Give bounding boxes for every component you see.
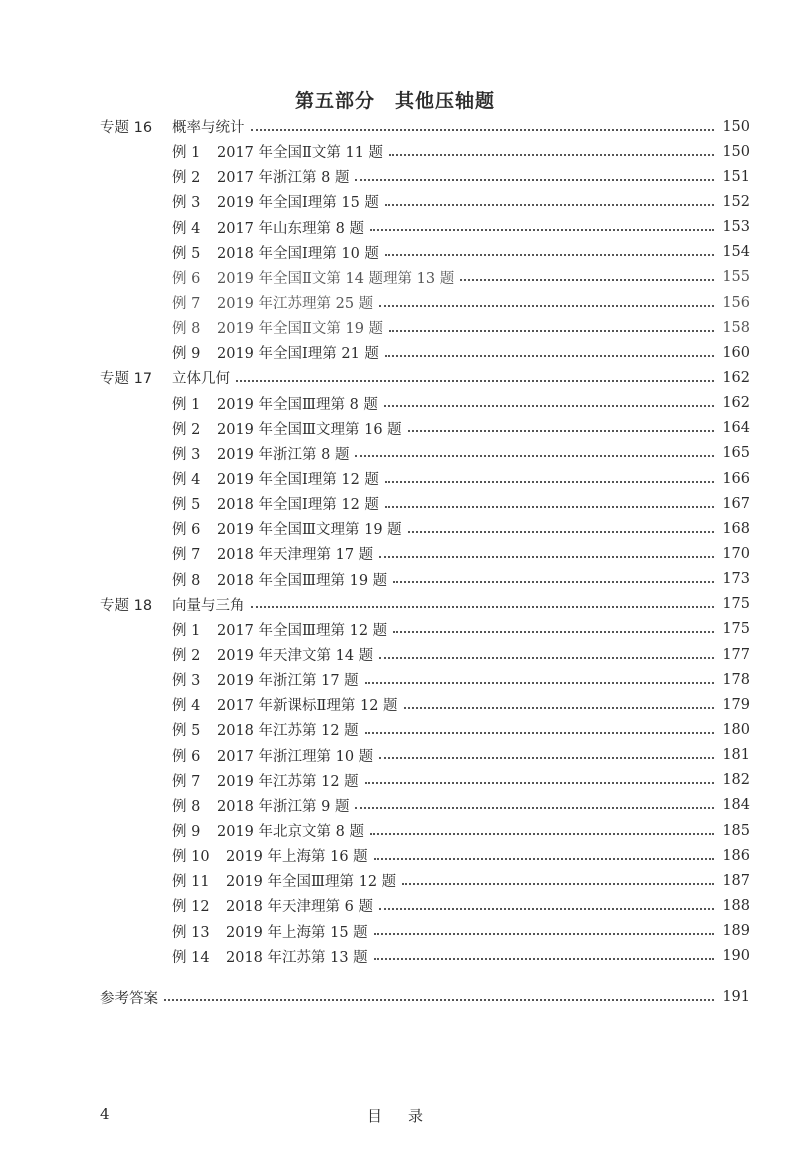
toc-entry[interactable] <box>100 139 750 164</box>
section-title: 立体几何 <box>172 371 230 388</box>
toc-entry[interactable] <box>100 667 750 692</box>
example-title: 2017 年浙江第 8 题 <box>217 170 350 187</box>
example-title: 2019 年全国Ⅲ文理第 19 题 <box>217 522 402 539</box>
example-number: 例 9 <box>172 346 201 363</box>
example-title: 2018 年全国Ⅰ理第 10 题 <box>217 245 379 262</box>
example-number: 例 3 <box>172 195 201 212</box>
page-title: 第五部分 其他压轴题 <box>294 90 495 112</box>
example-number: 例 2 <box>172 170 201 187</box>
dot-leader <box>236 380 714 382</box>
example-page: 160 <box>722 344 750 361</box>
toc-entry[interactable] <box>100 441 750 466</box>
example-page: 186 <box>722 847 750 864</box>
dot-leader <box>374 958 714 960</box>
example-title: 2019 年全国Ⅱ文第 19 题 <box>217 321 384 338</box>
example-page: 154 <box>722 244 750 261</box>
toc-section-16[interactable] <box>100 114 750 139</box>
example-number: 例 8 <box>172 572 201 589</box>
dot-leader <box>460 279 714 281</box>
example-title: 2017 年浙江理第 10 题 <box>217 748 374 765</box>
example-number: 例 1 <box>172 622 201 639</box>
example-page: 181 <box>722 747 750 764</box>
dot-leader <box>408 531 714 533</box>
section-page: 175 <box>722 596 750 613</box>
dot-leader <box>251 129 715 131</box>
dot-leader <box>379 657 714 659</box>
example-page: 170 <box>722 545 750 562</box>
example-number: 例 2 <box>172 421 201 438</box>
example-number: 例 6 <box>172 748 201 765</box>
example-title: 2018 年江苏第 13 题 <box>226 949 368 966</box>
section-page: 150 <box>722 118 750 135</box>
example-number: 例 6 <box>172 522 201 539</box>
example-number: 例 10 <box>172 849 210 866</box>
toc-entry[interactable] <box>100 416 750 441</box>
example-number: 例 4 <box>172 220 201 237</box>
dot-leader <box>164 999 714 1001</box>
example-title: 2019 年上海第 15 题 <box>226 924 368 941</box>
dot-leader <box>379 556 714 558</box>
example-page: 156 <box>722 294 750 311</box>
dot-leader <box>374 933 714 935</box>
toc-entry[interactable] <box>100 391 750 416</box>
toc-entry[interactable] <box>100 944 750 969</box>
toc-entry[interactable] <box>100 315 750 340</box>
example-title: 2018 年浙江第 9 题 <box>217 798 350 815</box>
example-number: 例 3 <box>172 673 201 690</box>
example-page: 168 <box>722 520 750 537</box>
dot-leader <box>385 481 714 483</box>
example-page: 190 <box>722 948 750 965</box>
dot-leader <box>370 833 714 835</box>
dot-leader <box>365 732 714 734</box>
example-number: 例 12 <box>172 899 210 916</box>
example-number: 例 1 <box>172 396 201 413</box>
dot-leader <box>385 204 714 206</box>
example-title: 2019 年天津文第 14 题 <box>217 648 374 665</box>
example-number: 例 14 <box>172 949 210 966</box>
example-number: 例 13 <box>172 924 210 941</box>
dot-leader <box>393 631 714 633</box>
example-page: 185 <box>722 822 750 839</box>
toc-entry[interactable] <box>100 567 750 592</box>
example-page: 152 <box>722 193 750 210</box>
dot-leader <box>385 506 714 508</box>
example-page: 173 <box>722 571 750 588</box>
section-label: 专题 17 <box>100 371 153 388</box>
section-title: 向量与三角 <box>172 597 245 614</box>
toc-entry[interactable] <box>100 692 750 717</box>
example-title: 2019 年全国Ⅲ理第 12 题 <box>226 874 397 891</box>
example-number: 例 5 <box>172 497 201 514</box>
example-title: 2019 年全国Ⅲ文理第 16 题 <box>217 421 402 438</box>
example-number: 例 11 <box>172 874 210 891</box>
toc-section-18[interactable] <box>100 592 750 617</box>
toc-entry[interactable] <box>100 868 750 893</box>
example-title: 2017 年全国Ⅱ文第 11 题 <box>217 145 384 162</box>
dot-leader <box>379 305 714 307</box>
answers-title: 参考答案 <box>100 990 158 1007</box>
example-page: 155 <box>722 269 750 286</box>
section-label: 专题 18 <box>100 597 153 614</box>
dot-leader <box>384 405 714 407</box>
example-page: 151 <box>722 168 750 185</box>
example-number: 例 2 <box>172 648 201 665</box>
example-title: 2019 年北京文第 8 题 <box>217 824 364 840</box>
example-number: 例 6 <box>172 270 201 287</box>
toc-entry[interactable] <box>100 893 750 918</box>
example-number: 例 4 <box>172 472 201 489</box>
example-number: 例 3 <box>172 446 201 463</box>
toc-entry[interactable] <box>100 215 750 240</box>
example-page: 165 <box>722 445 750 462</box>
example-page: 179 <box>722 696 750 713</box>
toc-entry[interactable] <box>100 541 750 566</box>
example-page: 180 <box>722 721 750 738</box>
toc-entry[interactable] <box>100 617 750 642</box>
toc-entry[interactable] <box>100 466 750 491</box>
section-page: 162 <box>722 369 750 386</box>
toc-entry[interactable] <box>100 919 750 944</box>
dot-leader <box>365 682 714 684</box>
example-title: 2018 年天津理第 17 题 <box>217 547 374 564</box>
table-of-contents <box>100 114 750 1010</box>
example-title: 2018 年全国Ⅲ理第 19 题 <box>217 572 388 589</box>
example-page: 177 <box>722 646 750 663</box>
section-label: 专题 16 <box>100 120 153 137</box>
dot-leader <box>385 355 714 357</box>
toc-entry[interactable] <box>100 491 750 516</box>
example-number: 例 5 <box>172 723 201 740</box>
toc-entry[interactable] <box>100 818 750 843</box>
toc-entry[interactable] <box>100 240 750 265</box>
example-title: 2019 年浙江第 8 题 <box>217 446 350 463</box>
example-title: 2017 年山东理第 8 题 <box>217 220 364 237</box>
toc-entry[interactable] <box>100 843 750 868</box>
example-page: 182 <box>722 772 750 789</box>
footer-title: 目录 <box>366 1107 449 1125</box>
example-number: 例 5 <box>172 245 201 262</box>
example-number: 例 8 <box>172 798 201 815</box>
example-number: 例 9 <box>172 824 201 840</box>
dot-leader <box>393 581 714 583</box>
section-title: 概率与统计 <box>172 120 245 137</box>
example-page: 189 <box>722 923 750 940</box>
example-page: 178 <box>722 671 750 688</box>
example-title: 2019 年浙江第 17 题 <box>217 673 359 690</box>
example-title: 2019 年江苏理第 25 题 <box>217 296 374 313</box>
example-number: 例 1 <box>172 145 201 162</box>
toc-entry[interactable] <box>100 265 750 290</box>
example-title: 2019 年全国Ⅰ理第 15 题 <box>217 195 379 212</box>
dot-leader <box>355 807 714 809</box>
dot-leader <box>370 229 714 231</box>
example-title: 2018 年全国Ⅰ理第 12 题 <box>217 497 379 514</box>
example-page: 167 <box>722 495 750 512</box>
dot-leader <box>374 858 714 860</box>
example-page: 166 <box>722 470 750 487</box>
dot-leader <box>355 179 714 181</box>
example-page: 153 <box>722 219 750 236</box>
example-title: 2019 年江苏第 12 题 <box>217 773 359 790</box>
toc-entry[interactable] <box>100 290 750 315</box>
toc-entry[interactable] <box>100 768 750 793</box>
example-page: 175 <box>722 621 750 638</box>
example-number: 例 7 <box>172 773 201 790</box>
example-page: 164 <box>722 420 750 437</box>
answers-page: 191 <box>722 989 750 1006</box>
dot-leader <box>408 430 714 432</box>
example-title: 2019 年全国Ⅰ理第 12 题 <box>217 472 379 489</box>
dot-leader <box>404 707 714 709</box>
dot-leader <box>402 883 714 885</box>
toc-entry[interactable] <box>100 340 750 365</box>
toc-entry[interactable] <box>100 793 750 818</box>
example-title: 2017 年新课标Ⅱ理第 12 题 <box>217 698 398 715</box>
footer-page-number: 4 <box>100 1105 110 1123</box>
toc-answers[interactable] <box>100 985 750 1010</box>
spacer <box>100 969 750 985</box>
example-number: 例 8 <box>172 321 201 338</box>
toc-section-17[interactable] <box>100 365 750 390</box>
example-title: 2019 年全国Ⅱ文第 14 题理第 13 题 <box>217 270 455 287</box>
dot-leader <box>365 782 714 784</box>
example-title: 2017 年全国Ⅲ理第 12 题 <box>217 622 388 639</box>
toc-entry[interactable] <box>100 743 750 768</box>
example-title: 2018 年天津理第 6 题 <box>226 899 373 916</box>
dot-leader <box>379 757 714 759</box>
example-title: 2019 年全国Ⅰ理第 21 题 <box>217 346 379 363</box>
example-page: 158 <box>722 319 750 336</box>
toc-entry[interactable] <box>100 189 750 214</box>
toc-entry[interactable] <box>100 717 750 742</box>
example-page: 184 <box>722 797 750 814</box>
toc-entry[interactable] <box>100 516 750 541</box>
example-page: 187 <box>722 872 750 889</box>
example-number: 例 7 <box>172 296 201 313</box>
example-page: 162 <box>722 395 750 412</box>
toc-entry[interactable] <box>100 164 750 189</box>
dot-leader <box>389 330 714 332</box>
example-title: 2019 年全国Ⅲ理第 8 题 <box>217 396 378 413</box>
example-title: 2018 年江苏第 12 题 <box>217 723 359 740</box>
example-title: 2019 年上海第 16 题 <box>226 849 368 866</box>
dot-leader <box>379 908 714 910</box>
example-number: 例 4 <box>172 698 201 715</box>
dot-leader <box>355 455 714 457</box>
dot-leader <box>385 254 714 256</box>
dot-leader <box>389 154 714 156</box>
example-page: 188 <box>722 897 750 914</box>
example-page: 150 <box>722 143 750 160</box>
example-number: 例 7 <box>172 547 201 564</box>
toc-entry[interactable] <box>100 642 750 667</box>
dot-leader <box>251 606 715 608</box>
